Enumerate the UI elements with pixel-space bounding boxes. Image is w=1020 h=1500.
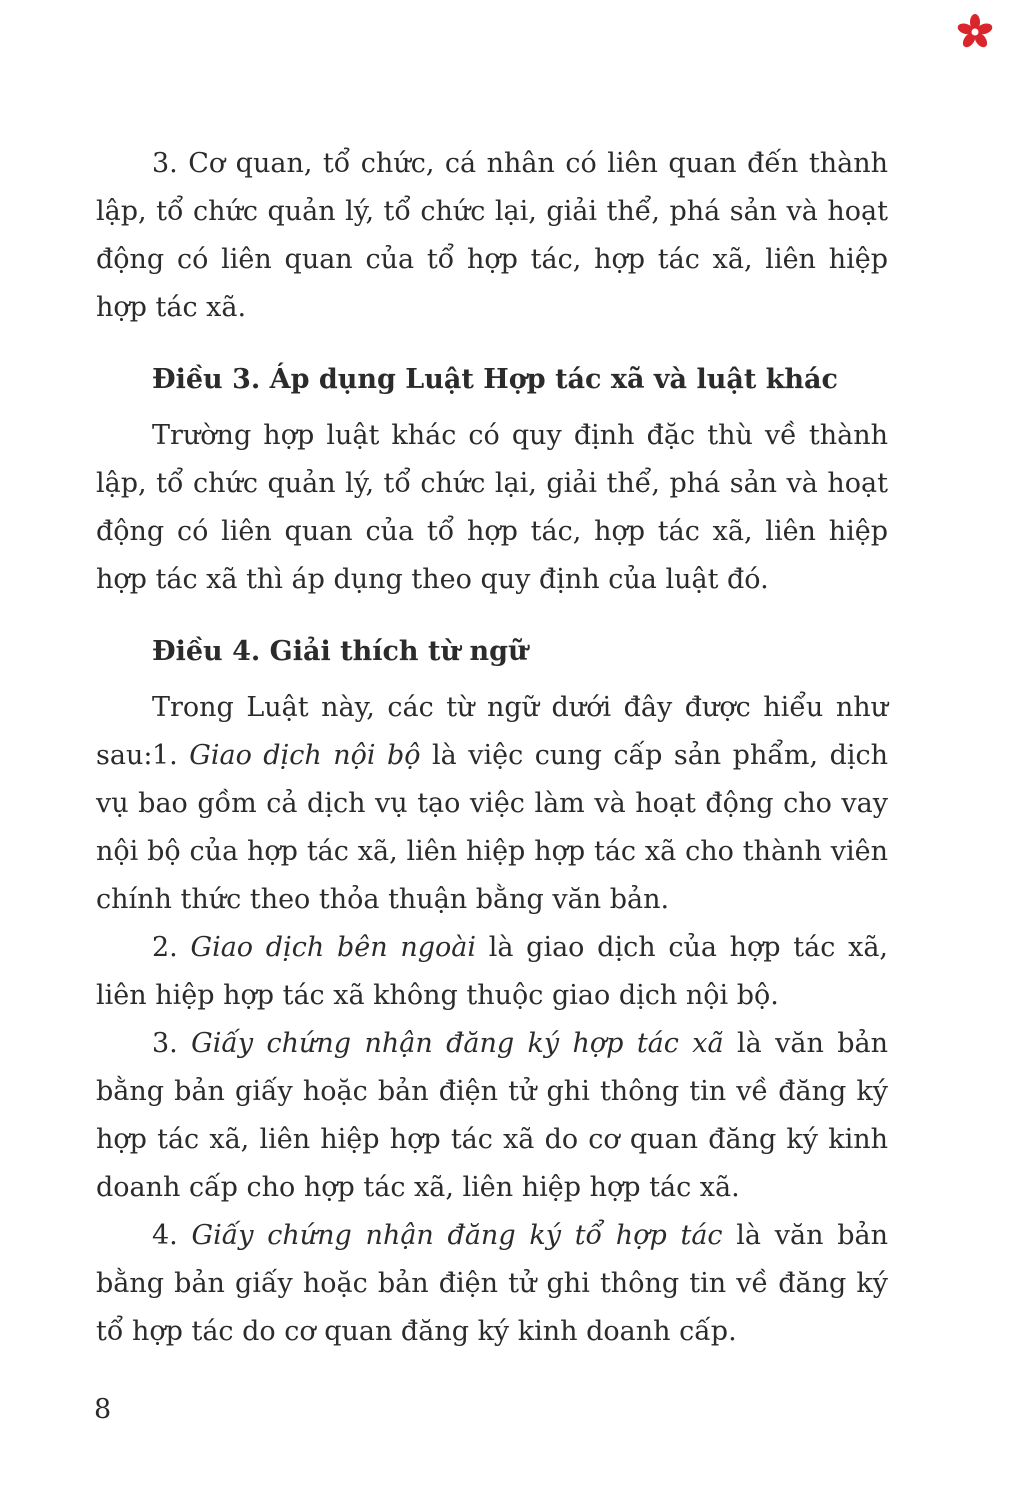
definition-4-term: Giấy chứng nhận đăng ký tổ hợp tác bbox=[191, 1220, 723, 1251]
definition-1-text: là việc cung cấp sản phẩm, dịch vụ bao gồm cả dịch vụ tạo việc làm và hoạt động cho vay nội bộ của hợp tác xã, liên hiệp hợp tác xã cho thành viên chính thức theo thỏa thuận bằng văn bản. bbox=[96, 740, 889, 915]
definition-3-text: là văn bản bằng bản giấy hoặc bản điện tử ghi thông tin về đăng ký hợp tác xã, liên hiệp hợp tác xã do cơ quan đăng ký kinh doanh cấp cho hợp tác xã, liên hiệp hợp tác xã. bbox=[96, 1028, 888, 1203]
definition-4-text: là văn bản bằng bản giấy hoặc bản điện tử ghi thông tin về đăng ký tổ hợp tác do cơ quan đăng ký kinh doanh cấp. bbox=[96, 1220, 889, 1347]
definition-2-number: 2. bbox=[152, 932, 191, 963]
definition-1-term: Giao dịch nội bộ bbox=[189, 740, 421, 771]
definition-3-number: 3. bbox=[152, 1028, 192, 1059]
definition-4-number: 4. bbox=[152, 1220, 192, 1251]
definition-1-number: 1. bbox=[152, 740, 190, 771]
definition-1 bbox=[96, 732, 888, 924]
clause-3-paragraph: 3. Cơ quan, tổ chức, cá nhân có liên quan đến thành lập, tổ chức quản lý, tổ chức lại, giải thể, phá sản và hoạt động có liên quan của tổ hợp tác, hợp tác xã, liên hiệp hợp tác xã. bbox=[96, 148, 888, 323]
definition-4 bbox=[96, 1212, 888, 1356]
definition-2-text: là giao dịch của hợp tác xã, liên hiệp hợp tác xã không thuộc giao dịch nội bộ. bbox=[96, 932, 889, 1011]
definition-2-term: Giao dịch bên ngoài bbox=[190, 932, 476, 963]
definition-3-term: Giấy chứng nhận đăng ký hợp tác xã bbox=[191, 1028, 724, 1059]
article-3-heading: Điều 3. Áp dụng Luật Hợp tác xã và luật khác bbox=[152, 364, 838, 395]
red-flower-icon bbox=[955, 12, 995, 52]
page-number: 8 bbox=[94, 1394, 112, 1425]
article-3-body: Trường hợp luật khác có quy định đặc thù về thành lập, tổ chức quản lý, tổ chức lại, giải thể, phá sản và hoạt động có liên quan của tổ hợp tác, hợp tác xã, liên hiệp hợp tác xã thì áp dụng theo quy định của luật đó. bbox=[96, 420, 888, 595]
definition-3 bbox=[96, 1020, 888, 1212]
article-4-heading: Điều 4. Giải thích từ ngữ bbox=[152, 636, 528, 667]
article-4-intro: Trong Luật này, các từ ngữ dưới đây được hiểu như sau: bbox=[96, 692, 888, 771]
definition-2 bbox=[96, 924, 888, 1020]
